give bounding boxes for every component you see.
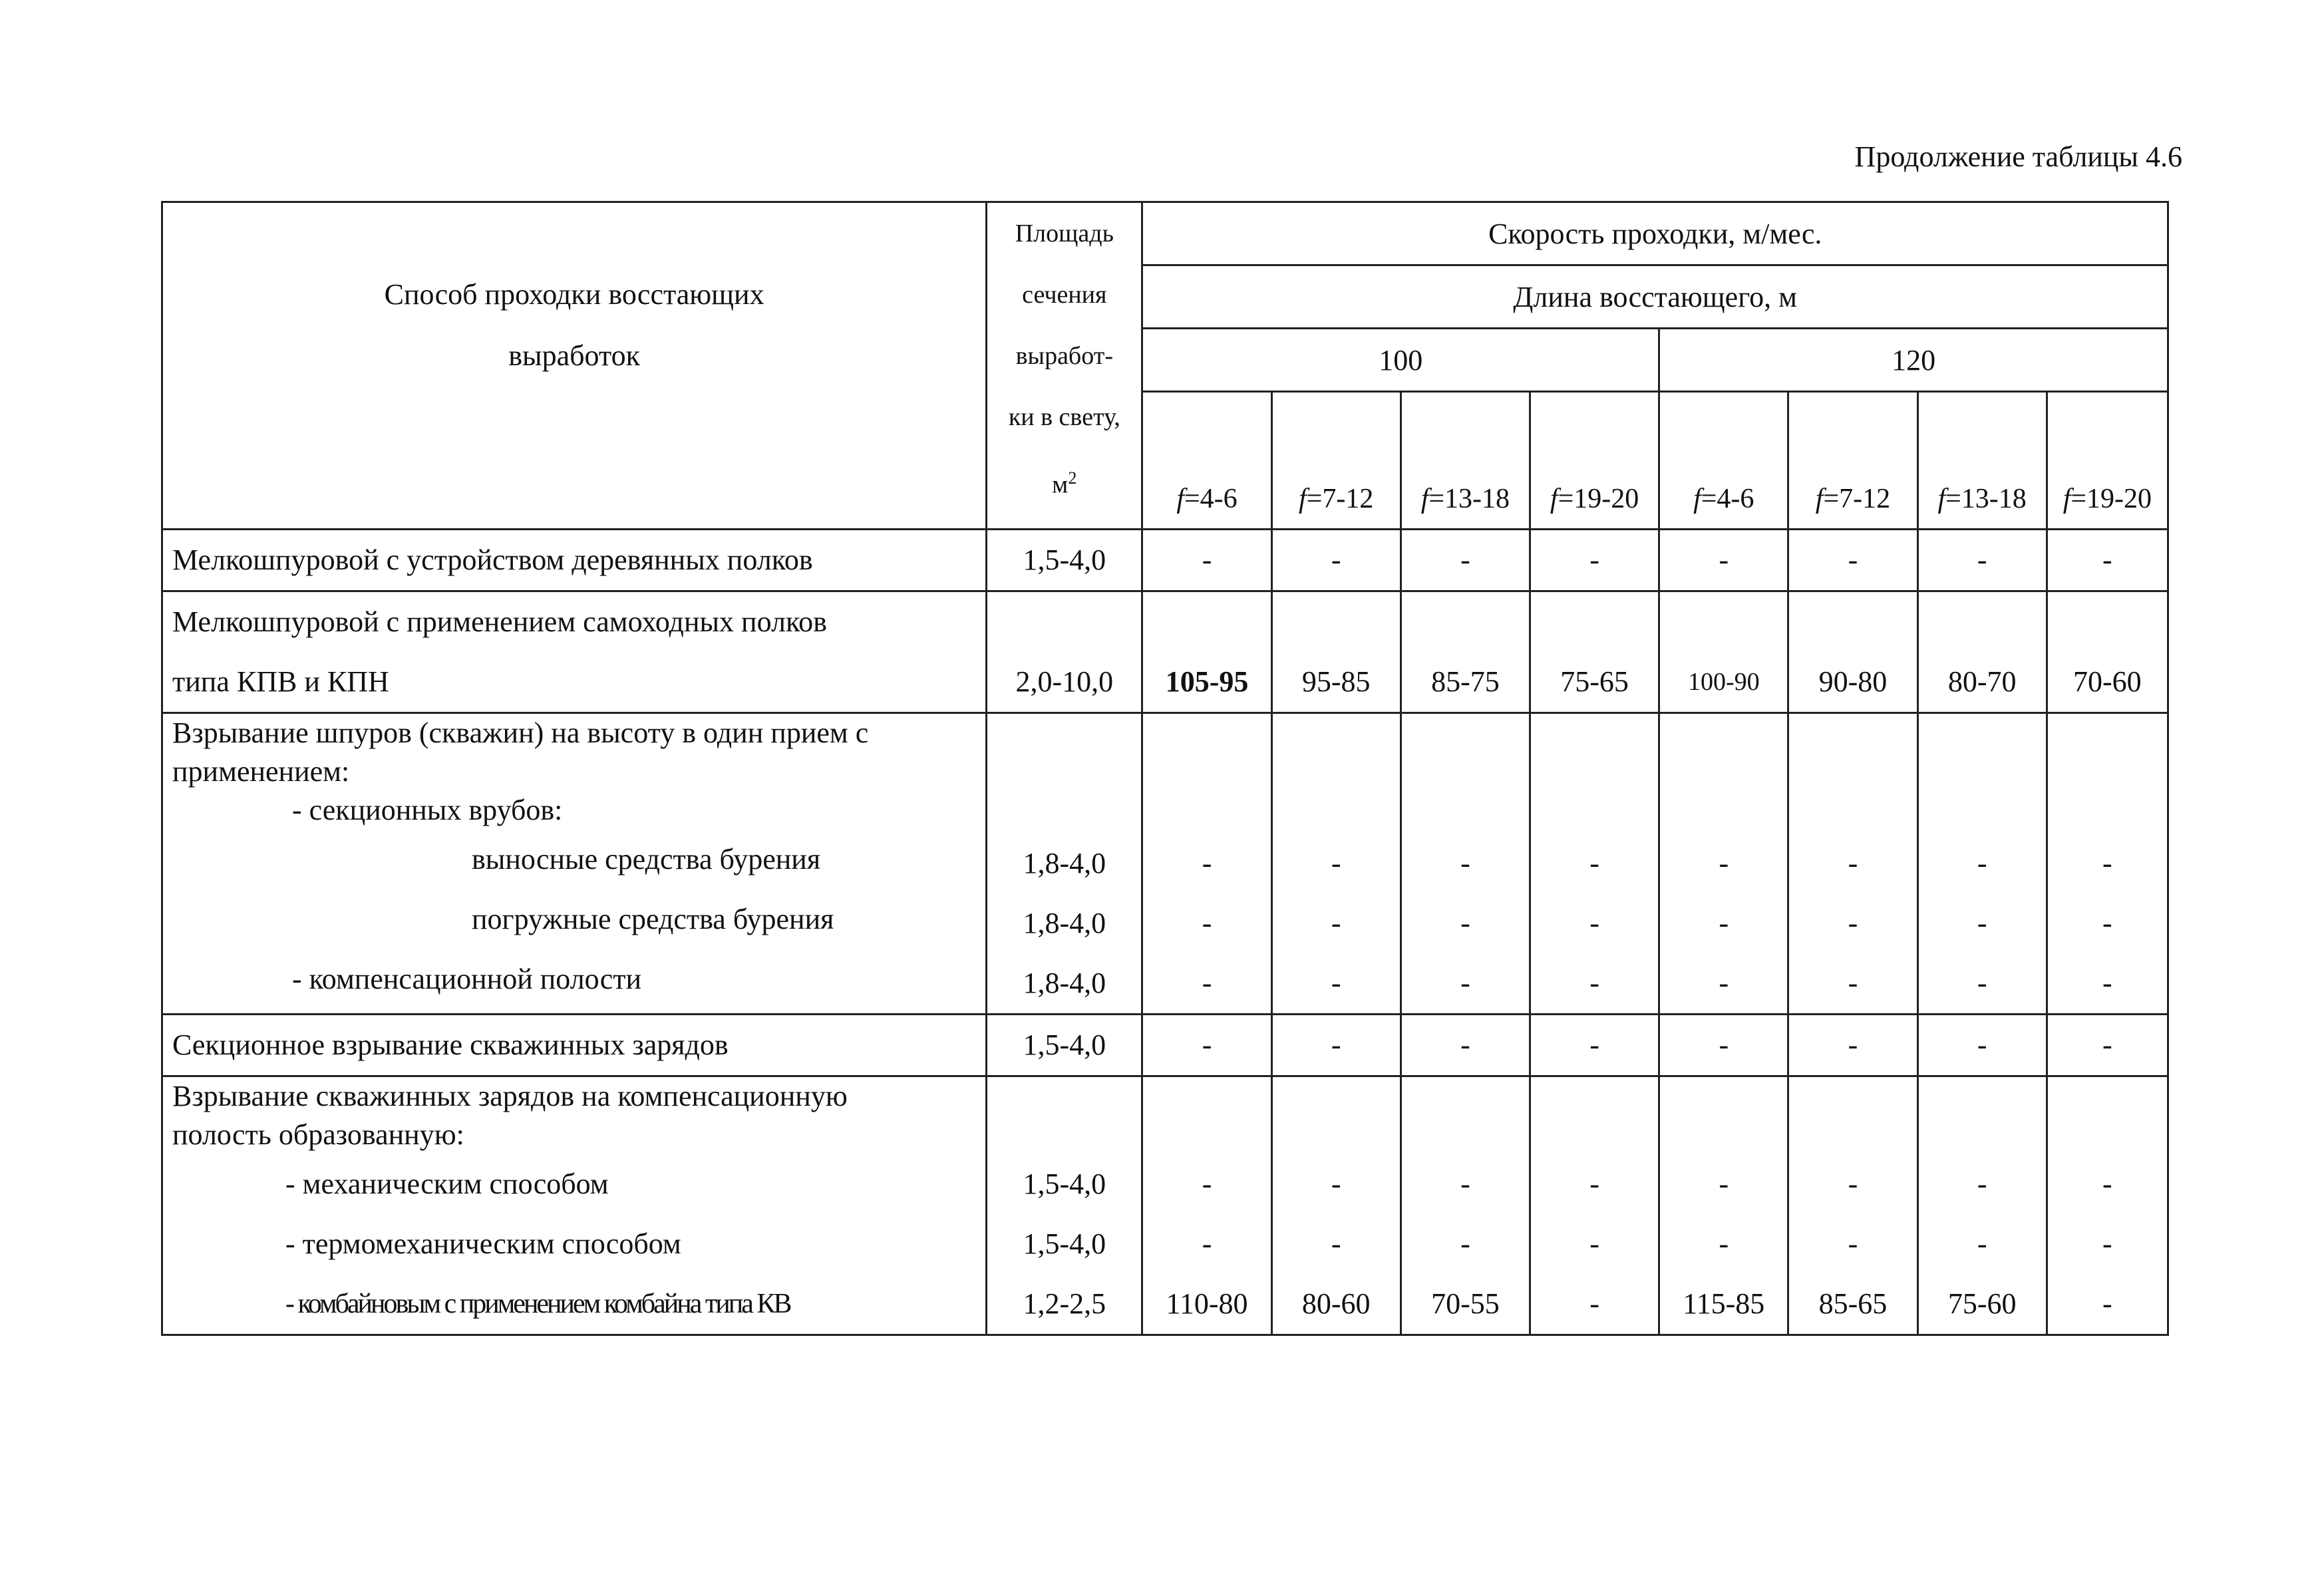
row-value: 70-60 xyxy=(2047,591,2168,713)
row-value: - - - xyxy=(1917,713,2047,1015)
row-value: - xyxy=(1530,1015,1659,1076)
row-value: - - 110-80 xyxy=(1142,1076,1271,1335)
f-label: f=19-20 xyxy=(2047,392,2168,530)
row-label-line1: Мелкошпуровой с применением самоходных полков xyxy=(172,605,827,638)
row-value: 90-80 xyxy=(1788,591,1917,713)
f-label: f=7-12 xyxy=(1271,392,1401,530)
row-value: - xyxy=(1917,530,2047,591)
row-label-line2: применением: xyxy=(172,755,350,788)
speed-table xyxy=(161,201,2169,1336)
length-100-header: 100 xyxy=(1142,329,1659,392)
table-row xyxy=(162,1076,2168,1335)
sub-row-label: - термомеханическим способом xyxy=(285,1227,681,1260)
row-value: 85-75 xyxy=(1401,591,1530,713)
sub-row-label: выносные средства бурения xyxy=(472,843,821,876)
row-value: 80-70 xyxy=(1917,591,2047,713)
row-value: - xyxy=(1788,1015,1917,1076)
area-header-line: Площадь xyxy=(1015,220,1114,247)
row-label xyxy=(162,713,987,1015)
row-value: - xyxy=(1659,1015,1788,1076)
row-value: - xyxy=(1530,530,1659,591)
length-header: Длина восстающего, м xyxy=(1142,265,2168,329)
row-value: - xyxy=(1917,1015,2047,1076)
row-label-line2: полость образованную: xyxy=(172,1118,464,1151)
row-label: Секционное взрывание скважинных зарядов xyxy=(162,1015,987,1076)
table-row xyxy=(162,1015,2168,1076)
area-header xyxy=(987,202,1142,530)
row-value: - - - xyxy=(1401,713,1530,1015)
row-value: - - 85-65 xyxy=(1788,1076,1917,1335)
row-label-line2: типа КПВ и КПН xyxy=(172,665,389,698)
row-value: - xyxy=(1271,530,1401,591)
sub-row-area: 1,8-4,0 xyxy=(1023,847,1106,879)
row-value: - - - xyxy=(1530,1076,1659,1335)
row-label-line1: Взрывание шпуров (скважин) на высоту в один прием с xyxy=(172,717,869,749)
sub-row-label: - комбайновым с применением комбайна типа КВ xyxy=(285,1289,790,1319)
sub-row-label: - механическим способом xyxy=(285,1168,609,1200)
row-value: - - 70-55 xyxy=(1401,1076,1530,1335)
method-header xyxy=(162,202,987,530)
f-label: f=4-6 xyxy=(1142,392,1271,530)
row-label-line1: Взрывание скважинных зарядов на компенсационную xyxy=(172,1080,848,1112)
row-value: 75-65 xyxy=(1530,591,1659,713)
row-value: - xyxy=(2047,1015,2168,1076)
area-header-line: ки в свету, xyxy=(1008,403,1120,431)
row-label: Мелкошпуровой с устройством деревянных полков xyxy=(162,530,987,591)
area-unit-sup: 2 xyxy=(1068,468,1077,488)
row-value: - - - xyxy=(1788,713,1917,1015)
row-value: 95-85 xyxy=(1271,591,1401,713)
row-label-line3: - секционных врубов: xyxy=(292,794,563,826)
row-value: - - 75-60 xyxy=(1917,1076,2047,1335)
sub-row-label: погружные средства бурения xyxy=(472,903,834,935)
sub-row-area: 1,8-4,0 xyxy=(1023,967,1106,999)
sub-row-area: 1,5-4,0 xyxy=(1023,1168,1106,1200)
area-header-line: сечения xyxy=(1022,281,1107,309)
row-label xyxy=(162,591,987,713)
method-header-line1: Способ проходки восстающих xyxy=(384,278,764,311)
row-area-value: 2,0-10,0 xyxy=(1015,665,1114,698)
row-value: - - - xyxy=(1659,713,1788,1015)
row-area xyxy=(987,1076,1142,1335)
row-value: 105-95 xyxy=(1142,591,1271,713)
sub-row-area: 1,2-2,5 xyxy=(1023,1287,1106,1320)
row-value: - - - xyxy=(1271,713,1401,1015)
row-value: - xyxy=(1142,530,1271,591)
row-value: - - - xyxy=(2047,1076,2168,1335)
row-area: 1,5-4,0 xyxy=(987,530,1142,591)
row-value: - xyxy=(1788,530,1917,591)
row-value: - xyxy=(1142,1015,1271,1076)
row-value: 100-90 xyxy=(1659,591,1788,713)
sub-row-label: - компенсационной полости xyxy=(292,963,642,995)
length-120-header: 120 xyxy=(1659,329,2168,392)
row-value: - - 115-85 xyxy=(1659,1076,1788,1335)
row-value: - - 80-60 xyxy=(1271,1076,1401,1335)
row-value: - xyxy=(2047,530,2168,591)
speed-header: Скорость проходки, м/мес. xyxy=(1142,202,2168,265)
area-header-line: выработ- xyxy=(1015,342,1114,370)
method-header-line2: выработок xyxy=(508,339,640,372)
f-label: f=7-12 xyxy=(1788,392,1917,530)
row-value: - - - xyxy=(1142,713,1271,1015)
f-label: f=13-18 xyxy=(1401,392,1530,530)
sub-row-area: 1,8-4,0 xyxy=(1023,907,1106,939)
row-value: - xyxy=(1659,530,1788,591)
table-row xyxy=(162,713,2168,1015)
row-area xyxy=(987,591,1142,713)
row-area xyxy=(987,713,1142,1015)
row-value: - - - xyxy=(2047,713,2168,1015)
table-row xyxy=(162,591,2168,713)
row-value: - - - xyxy=(1530,713,1659,1015)
row-value: - xyxy=(1401,1015,1530,1076)
f-label: f=13-18 xyxy=(1917,392,2047,530)
row-value: - xyxy=(1401,530,1530,591)
sub-row-area: 1,5-4,0 xyxy=(1023,1227,1106,1260)
table-caption: Продолжение таблицы 4.6 xyxy=(1854,140,2182,173)
f-label: f=4-6 xyxy=(1659,392,1788,530)
row-value: - xyxy=(1271,1015,1401,1076)
row-area: 1,5-4,0 xyxy=(987,1015,1142,1076)
row-label xyxy=(162,1076,987,1335)
area-header-unit: $м^2$ xyxy=(1052,468,1077,499)
table-row xyxy=(162,530,2168,591)
f-label: f=19-20 xyxy=(1530,392,1659,530)
